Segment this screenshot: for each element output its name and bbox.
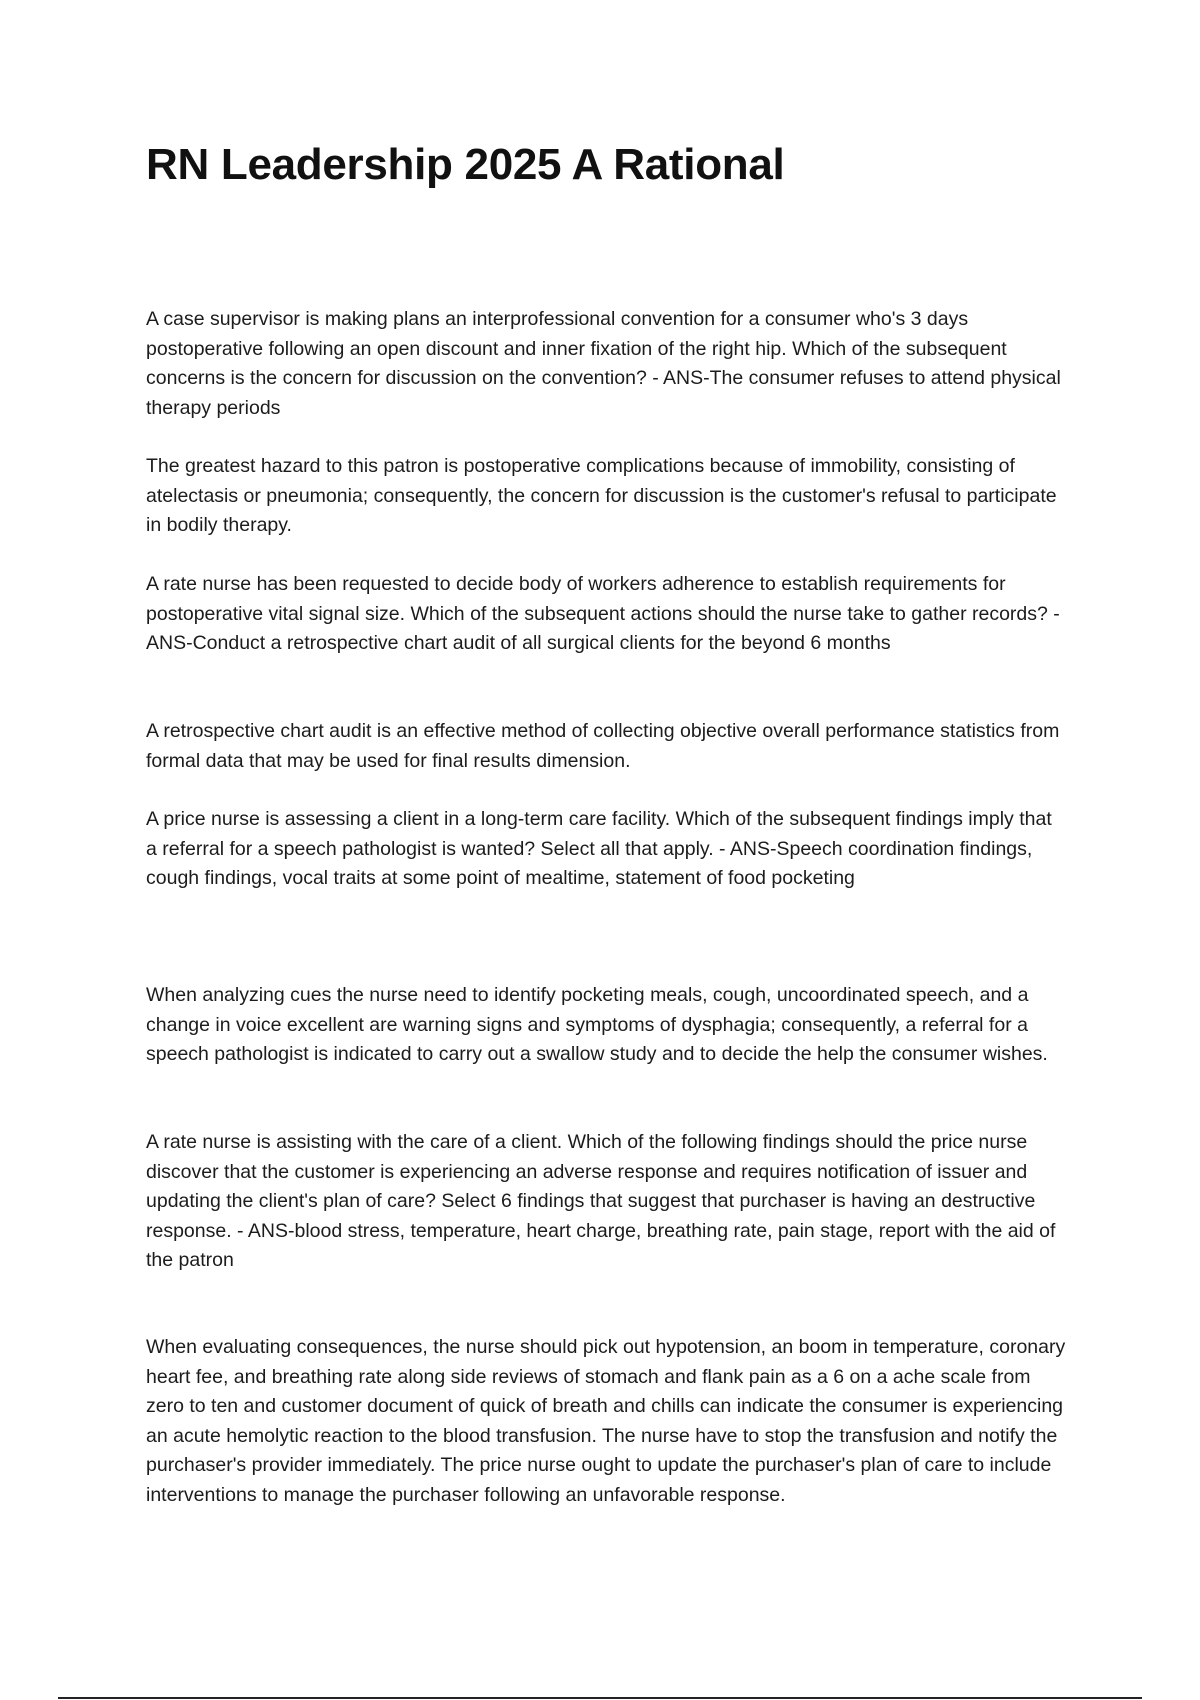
page-title: RN Leadership 2025 A Rational: [146, 140, 785, 189]
page-bottom-divider: [58, 1697, 1142, 1699]
question-paragraph-2: A rate nurse has been requested to decide body of workers adherence to establish requirements for postoperative vital signal size. Which of the subsequent actions should the nurse take to gather records? - ANS-Conduct a retrospective chart audit of all surgical clients for the beyond 6 months: [146, 573, 1060, 654]
rationale-paragraph-1: The greatest hazard to this patron is postoperative complications because of immobility, consisting of atelectasis or pneumonia; consequently, the concern for discussion is the customer's refusal to participate in bodily therapy.: [146, 455, 1057, 536]
rationale-paragraph-4: When evaluating consequences, the nurse should pick out hypotension, an boom in temperature, coronary heart fee, and breathing rate along side reviews of stomach and flank pain as a 6 on a ache scale from zero to ten and customer document of quick of breath and chills can indicate the consumer is experiencing an acute hemolytic reaction to the blood transfusion. The nurse have to stop the transfusion and notify the purchaser's provider immediately. The price nurse ought to update the purchaser's plan of care to include interventions to manage the purchaser following an unfavorable response.: [146, 1336, 1066, 1506]
question-paragraph-4: A rate nurse is assisting with the care of a client. Which of the following findings should the price nurse discover that the customer is experiencing an adverse response and requires notification of issuer and updating the client's plan of care? Select 6 findings that suggest that purchaser is having an destructive response. - ANS-blood stress, temperature, heart charge, breathing rate, pain stage, report with the aid of the patron: [146, 1131, 1056, 1271]
question-paragraph-1: A case supervisor is making plans an interprofessional convention for a consumer who's 3 days postoperative following an open discount and inner fixation of the right hip. Which of the subsequent concerns is the concern for discussion on the convention? - ANS-The consumer refuses to attend physical therapy periods: [146, 308, 1061, 419]
rationale-paragraph-3: When analyzing cues the nurse need to identify pocketing meals, cough, uncoordinated speech, and a change in voice excellent are warning signs and symptoms of dysphagia; consequently, a referral for a speech pathologist is indicated to carry out a swallow study and to decide the help the consumer wishes.: [146, 984, 1048, 1065]
rationale-paragraph-2: A retrospective chart audit is an effective method of collecting objective overall performance statistics from formal data that may be used for final results dimension.: [146, 720, 1060, 772]
question-paragraph-3: A price nurse is assessing a client in a long-term care facility. Which of the subsequent findings imply that a referral for a speech pathologist is wanted? Select all that apply. - ANS-Speech coordination findings, cough findings, vocal traits at some point of mealtime, statement of food pocketing: [146, 808, 1052, 889]
